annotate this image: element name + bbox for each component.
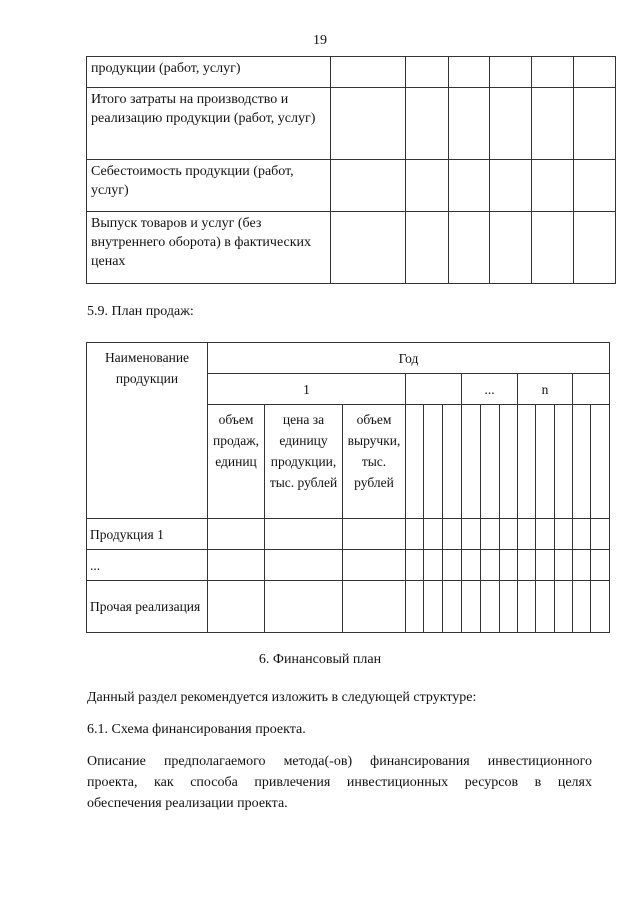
table-row — [87, 160, 616, 212]
period-header: n — [518, 374, 573, 405]
year-header: Год — [208, 343, 610, 374]
sales-plan-heading: 5.9. План продаж: — [87, 304, 194, 319]
paragraph-line: Описание предполагаемого метода(-ов) финансирования инвестиционного — [87, 754, 592, 769]
cost-row-label: Выпуск товаров и услуг (без внутреннего оборота) в фактических ценах — [87, 212, 331, 284]
row-label: Продукция 1 — [87, 519, 208, 550]
page-number: 19 — [313, 33, 327, 48]
section-subheading: 6.1. Схема финансирования проекта. — [87, 722, 306, 737]
cost-row-label: Итого затраты на производство и реализацию продукции (работ, услуг) — [87, 88, 331, 160]
table-row — [87, 550, 610, 581]
table-row — [87, 212, 616, 284]
row-label: ... — [87, 550, 208, 581]
table-row — [87, 88, 616, 160]
period-header: ... — [462, 374, 518, 405]
subcol-header: объем выручки, тыс. рублей — [343, 405, 406, 519]
product-name-header: Наименование продукции — [87, 343, 208, 519]
cost-table — [86, 56, 616, 284]
subcol-header: объем продаж, единиц — [208, 405, 265, 519]
table-row — [87, 57, 616, 88]
cost-row-label: продукции (работ, услуг) — [87, 57, 331, 88]
table-row — [87, 519, 610, 550]
paragraph-line: проекта, как способа привлечения инвестиционных ресурсов в целях — [87, 775, 592, 790]
sales-plan-table — [86, 342, 610, 633]
table-header-row — [87, 343, 610, 374]
section-intro: Данный раздел рекомендуется изложить в следующей структуре: — [87, 690, 477, 705]
cost-row-label: Себестоимость продукции (работ, услуг) — [87, 160, 331, 212]
paragraph-line: обеспечения реализации проекта. — [87, 796, 288, 811]
period-header: 1 — [208, 374, 406, 405]
section-title: 6. Финансовый план — [258, 652, 382, 667]
subcol-header: цена за единицу продукции, тыс. рублей — [265, 405, 343, 519]
table-row — [87, 581, 610, 633]
row-label: Прочая реализация — [87, 581, 208, 633]
